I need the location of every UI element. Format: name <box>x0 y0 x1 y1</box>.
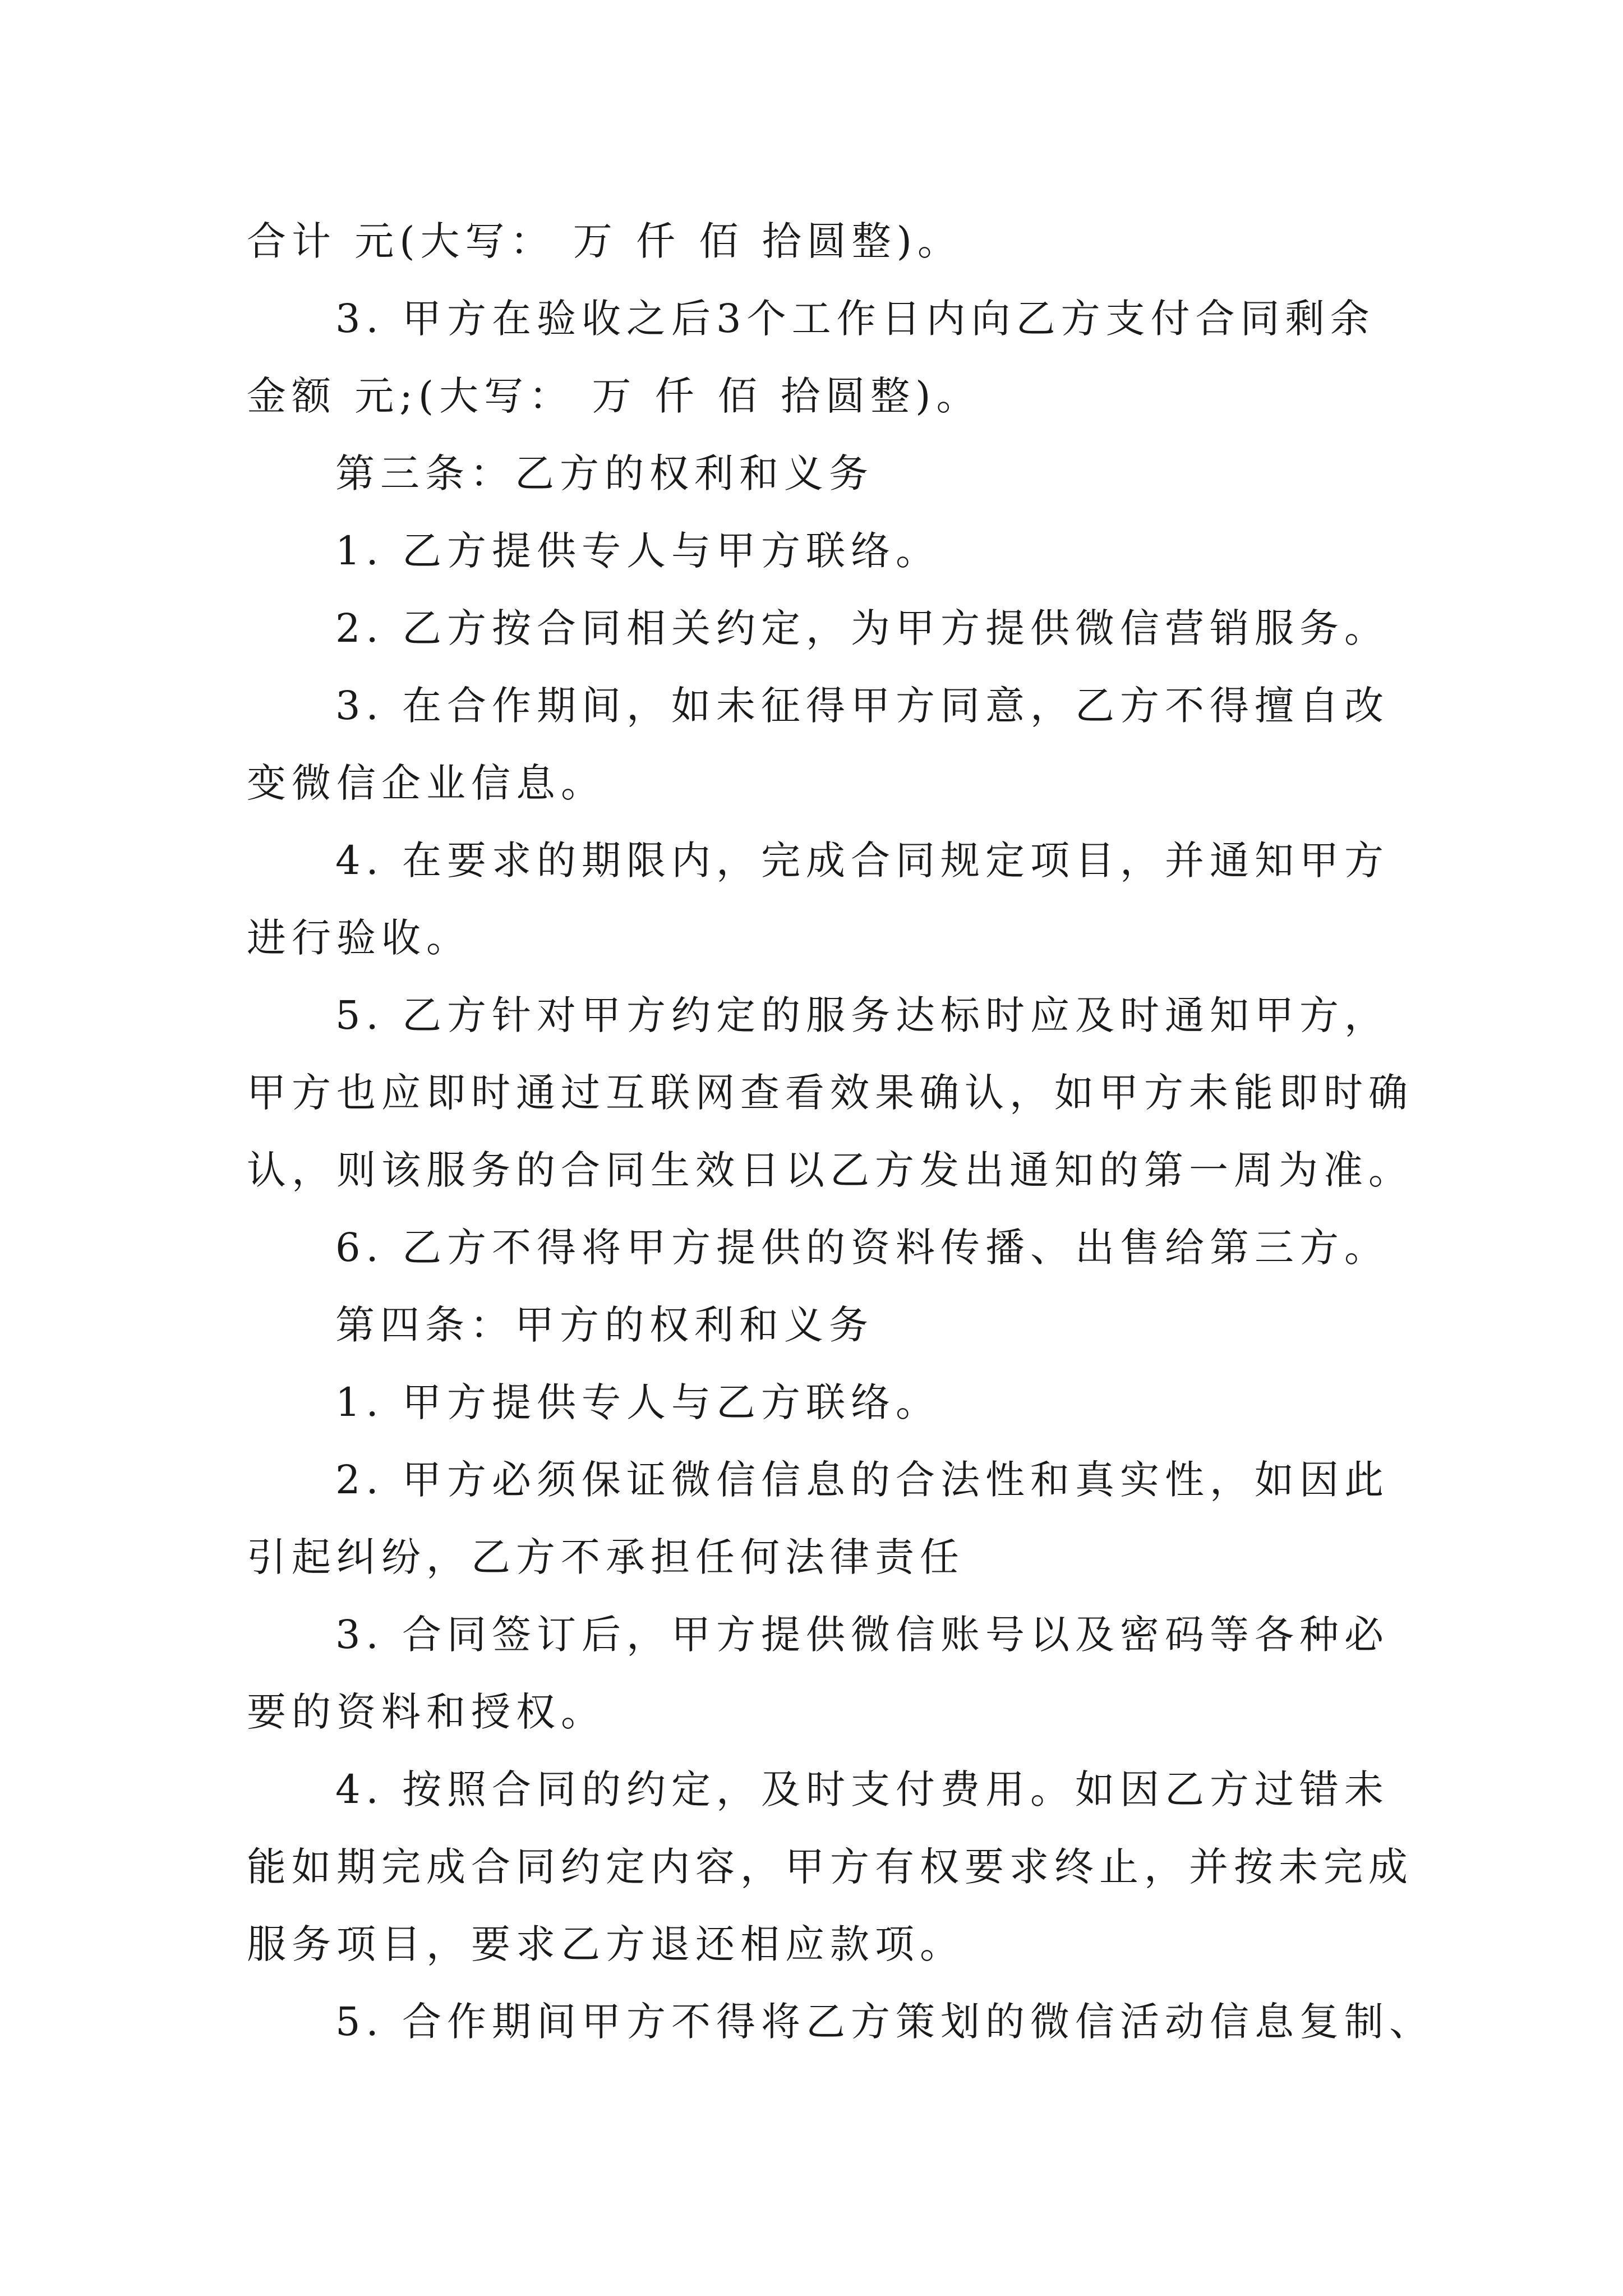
article-three-item-4-cont: 进行验收。 <box>247 915 471 961</box>
article-three-item-5: 5. 乙方针对甲方约定的服务达标时应及时通知甲方， <box>335 992 1390 1038</box>
article-four-item-4-cont2: 服务项目，要求乙方退还相应款项。 <box>247 1921 965 1967</box>
article-four-item-3: 3. 合同签订后，甲方提供微信账号以及密码等各种必 <box>335 1612 1390 1658</box>
article-four-item-2-cont: 引起纠纷，乙方不承担任何法律责任 <box>247 1534 965 1580</box>
article-three-heading: 第三条：乙方的权利和义务 <box>335 450 874 496</box>
article-four-item-3-cont: 要的资料和授权。 <box>247 1689 606 1735</box>
article-four-item-1: 1. 甲方提供专人与乙方联络。 <box>335 1379 941 1425</box>
article-three-item-4: 4. 在要求的期限内，完成合同规定项目，并通知甲方 <box>335 838 1390 884</box>
article-three-item-6: 6. 乙方不得将甲方提供的资料传播、出售给第三方。 <box>335 1225 1390 1271</box>
remaining-amount-line: 金额 元;(大写： 万 仟 佰 拾圆整)。 <box>247 373 981 419</box>
article-three-item-3: 3. 在合作期间，如未征得甲方同意，乙方不得擅自改 <box>335 683 1390 729</box>
article-four-item-4: 4. 按照合同的约定，及时支付费用。如因乙方过错未 <box>335 1766 1390 1812</box>
payment-total-line: 合计 元(大写： 万 仟 佰 拾圆整)。 <box>247 218 962 264</box>
article-three-item-5-cont: 甲方也应即时通过互联网查看效果确认，如甲方未能即时确 <box>247 1070 1413 1116</box>
article-three-item-1: 1. 乙方提供专人与甲方联络。 <box>335 528 941 574</box>
article-three-item-2: 2. 乙方按合同相关约定，为甲方提供微信营销服务。 <box>335 605 1390 651</box>
article-three-item-3-cont: 变微信企业信息。 <box>247 760 606 806</box>
article-three-item-5-cont2: 认，则该服务的合同生效日以乙方发出通知的第一周为准。 <box>247 1147 1413 1193</box>
clause-item-remaining-payment: 3. 甲方在验收之后3个工作日内向乙方支付合同剩余 <box>335 296 1375 342</box>
article-four-heading: 第四条：甲方的权利和义务 <box>335 1302 874 1348</box>
article-four-item-5: 5. 合作期间甲方不得将乙方策划的微信活动信息复制、 <box>335 1999 1435 2045</box>
article-four-item-4-cont: 能如期完成合同约定内容，甲方有权要求终止，并按未完成 <box>247 1844 1413 1890</box>
article-four-item-2: 2. 甲方必须保证微信信息的合法性和真实性，如因此 <box>335 1457 1390 1503</box>
